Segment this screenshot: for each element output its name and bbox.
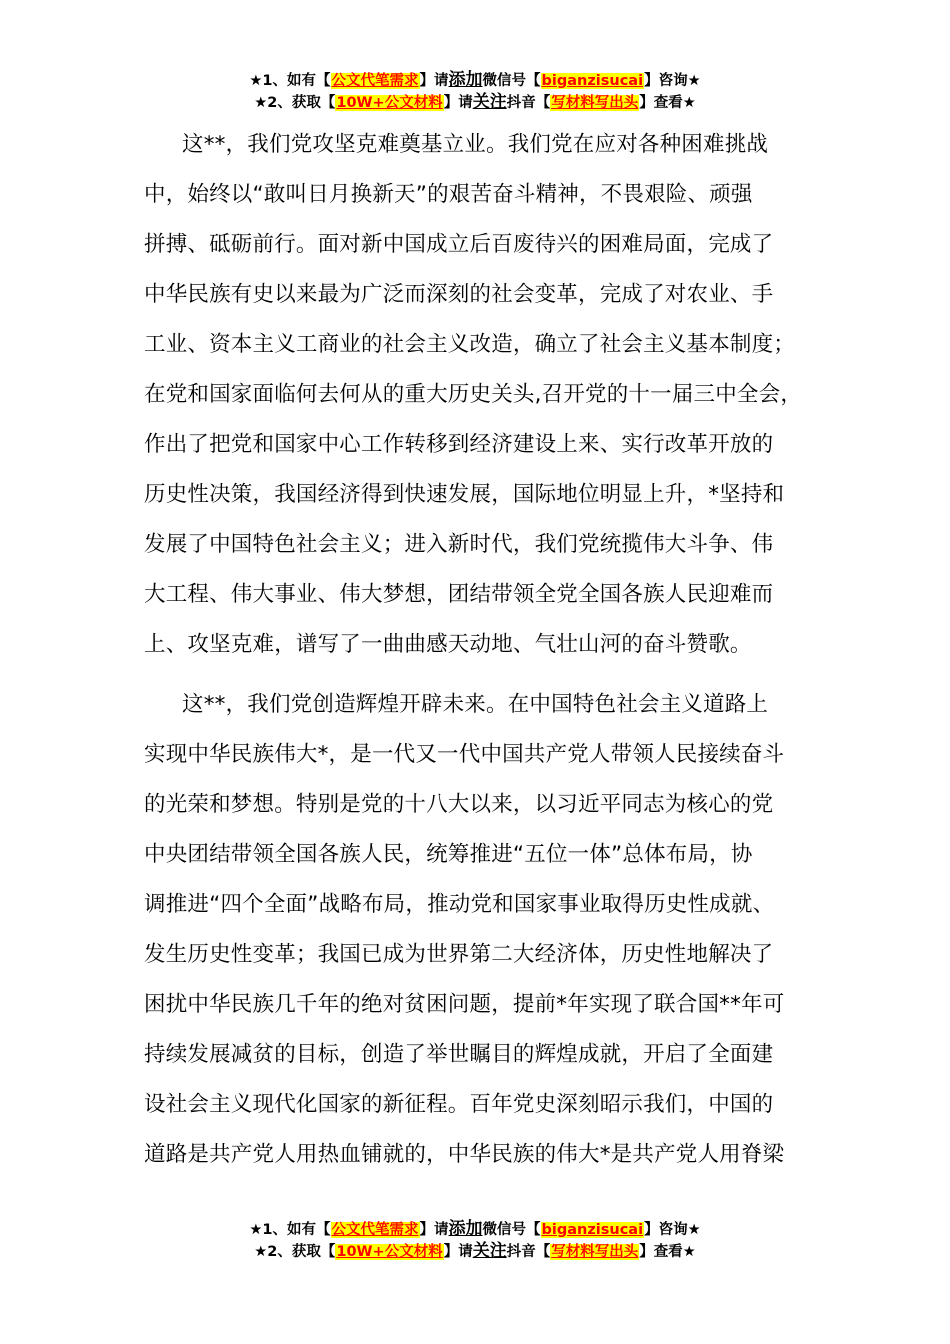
text-line: 的光荣和梦想。特别是党的十八大以来，以习近平同志为核心的党 — [144, 792, 774, 817]
banner-text: 】请 — [443, 95, 473, 111]
text-line: 实现中华民族伟大*，是一代又一代中国共产党人带领人民接续奋斗 — [144, 742, 785, 767]
text-line: 拼搏、砥砺前行。面对新中国成立后百废待兴的困难局面，完成了 — [144, 232, 774, 257]
banner-text: 】查看★ — [639, 95, 696, 111]
banner-text: 1、如有【 — [262, 1222, 331, 1238]
text-line: 这**，我们党攻坚克难奠基立业。我们党在应对各种困难挑战 — [182, 132, 769, 157]
wechat-id[interactable]: biganzisucai — [541, 1222, 644, 1238]
header-banner-line-2 — [0, 91, 950, 113]
banner-text: 】查看★ — [639, 1244, 696, 1260]
text-line: 上、攻坚克难，谱写了一曲曲感天动地、气壮山河的奋斗赞歌。 — [144, 632, 752, 657]
footer-banner-line-1 — [0, 1218, 950, 1240]
header-banner — [0, 69, 950, 113]
text-line: 困扰中华民族几千年的绝对贫困问题，提前*年实现了联合国**年可 — [144, 992, 785, 1017]
star-icon: ★ — [254, 1244, 268, 1260]
banner-text: 微信号【 — [482, 73, 541, 89]
douyin-account[interactable]: 写材料写出头 — [551, 95, 639, 111]
highlight-materials: 10W+公文材料 — [336, 1244, 443, 1260]
banner-text: 抖音【 — [506, 95, 551, 111]
banner-emphasis: 添加 — [448, 1219, 483, 1239]
highlight-service: 公文代笔需求 — [331, 73, 419, 89]
text-line: 历史性决策，我国经济得到快速发展，国际地位明显上升，*坚持和 — [144, 482, 785, 507]
banner-text: 】请 — [419, 73, 449, 89]
text-line: 发生历史性变革；我国已成为世界第二大经济体，历史性地解决了 — [144, 942, 774, 967]
text-line: 道路是共产党人用热血铺就的，中华民族的伟大*是共产党人用脊梁 — [144, 1142, 785, 1167]
paragraph-1 — [144, 120, 834, 670]
text-line: 中华民族有史以来最为广泛而深刻的社会变革，完成了对农业、手 — [144, 282, 774, 307]
banner-text: 2、获取【 — [267, 95, 336, 111]
text-line: 调推进“四个全面”战略布局，推动党和国家事业取得历史性成就、 — [144, 892, 775, 917]
header-banner-line-1 — [0, 69, 950, 91]
text-line: 这**，我们党创造辉煌开辟未来。在中国特色社会主义道路上 — [182, 692, 769, 717]
highlight-service: 公文代笔需求 — [331, 1222, 419, 1238]
banner-text: 】请 — [419, 1222, 449, 1238]
banner-text: 】咨询★ — [644, 73, 701, 89]
banner-text: 】请 — [443, 1244, 473, 1260]
douyin-account[interactable]: 写材料写出头 — [551, 1244, 639, 1260]
star-icon: ★ — [254, 95, 268, 111]
text-line: 设社会主义现代化国家的新征程。百年党史深刻昭示我们，中国的 — [144, 1092, 774, 1117]
banner-text: 抖音【 — [506, 1244, 551, 1260]
star-icon: ★ — [249, 73, 263, 89]
text-line: 作出了把党和国家中心工作转移到经济建设上来、实行改革开放的 — [144, 432, 774, 457]
text-line: 大工程、伟大事业、伟大梦想，团结带领全党全国各族人民迎难而 — [144, 582, 774, 607]
footer-banner-line-2 — [0, 1240, 950, 1262]
banner-emphasis: 关注 — [472, 1241, 507, 1261]
text-line: 在党和国家面临何去何从的重大历史关头,召开党的十一届三中全会， — [144, 382, 803, 407]
wechat-id[interactable]: biganzisucai — [541, 73, 644, 89]
text-line: 中，始终以“敢叫日月换新天”的艰苦奋斗精神，不畏艰险、顽强 — [144, 182, 753, 207]
banner-text: 】咨询★ — [644, 1222, 701, 1238]
text-line: 持续发展减贫的目标，创造了举世瞩目的辉煌成就，开启了全面建 — [144, 1042, 774, 1067]
paragraph-2 — [144, 680, 834, 1180]
banner-text: 1、如有【 — [262, 73, 331, 89]
banner-emphasis: 添加 — [448, 70, 483, 90]
star-icon: ★ — [249, 1222, 263, 1238]
highlight-materials: 10W+公文材料 — [336, 95, 443, 111]
footer-banner — [0, 1218, 950, 1262]
banner-emphasis: 关注 — [472, 92, 507, 112]
banner-text: 2、获取【 — [267, 1244, 336, 1260]
text-line: 发展了中国特色社会主义；进入新时代，我们党统揽伟大斗争、伟 — [144, 532, 774, 557]
text-line: 中央团结带领全国各族人民，统筹推进“五位一体”总体布局，协 — [144, 842, 753, 867]
banner-text: 微信号【 — [482, 1222, 541, 1238]
text-line: 工业、资本主义工商业的社会主义改造，确立了社会主义基本制度； — [144, 332, 796, 357]
